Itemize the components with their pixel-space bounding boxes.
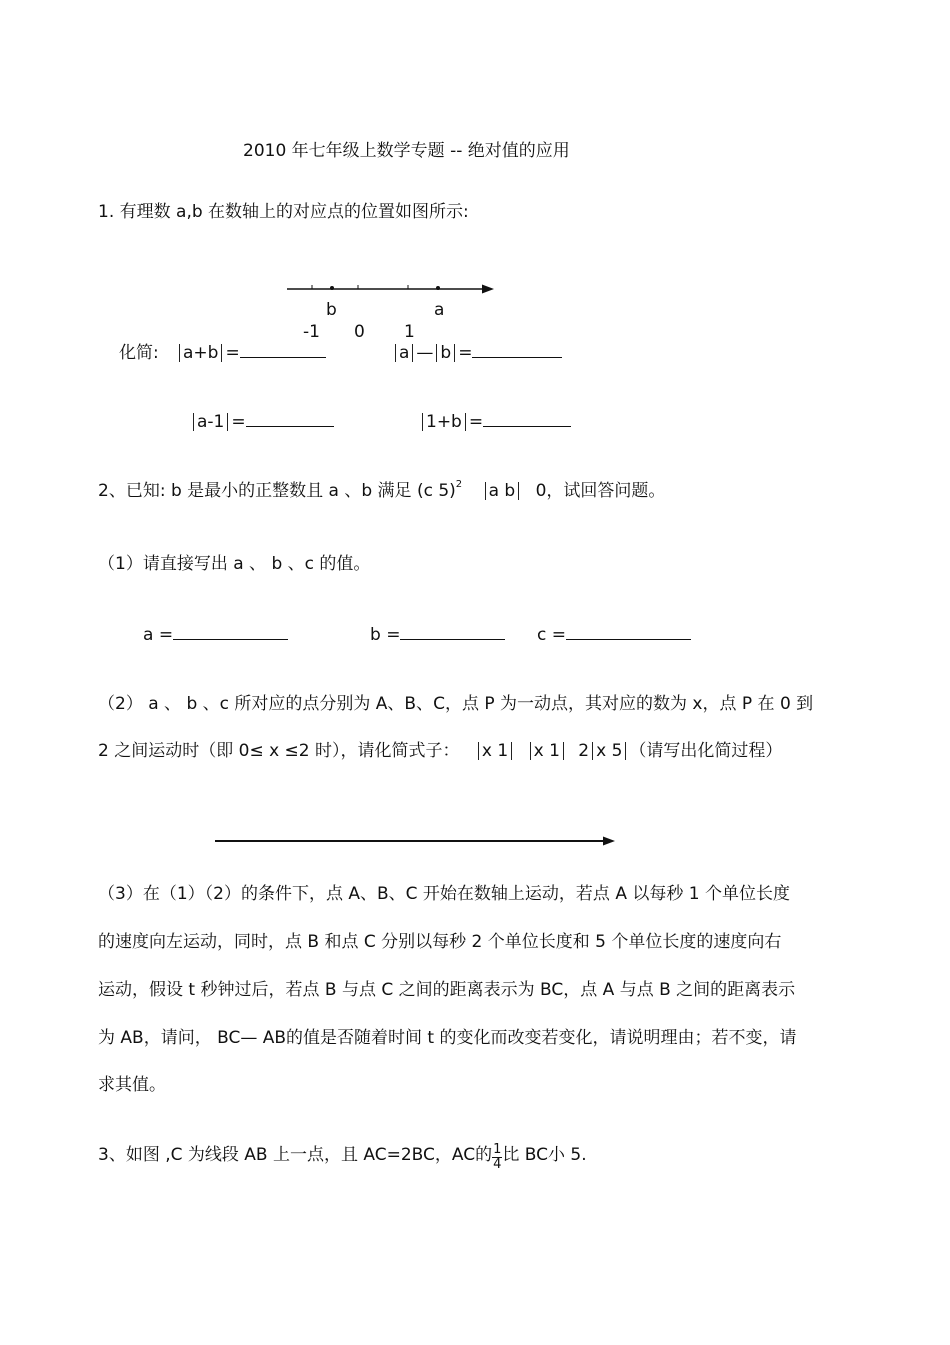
q2-part3-line: （3）在（1）（2）的条件下，点 A、B、C 开始在数轴上运动，若点 A 以每秒 1 个单位长度	[98, 884, 790, 904]
point-a-label: a	[434, 300, 445, 320]
expr-abs-a-minus-1: a-1 =	[190, 412, 334, 432]
number-line-2-arrow	[603, 837, 615, 846]
q2-part3-line: 求其值。	[98, 1075, 166, 1095]
q2-stem: 2、已知: b 是最小的正整数且 a 、b 满足 (c 5)$^2$ a b 0，试回答问题。	[98, 479, 666, 501]
expr-abs-a-minus-abs-b: a — b =	[392, 343, 562, 363]
q1-stem: 1. 有理数 a,b 在数轴上的对应点的位置如图所示:	[98, 202, 469, 222]
answer-c: c =	[537, 625, 691, 645]
fraction-one-quarter: $\frac{1}{4}$	[493, 1142, 502, 1172]
tick-label-0: 0	[354, 322, 365, 342]
tick-label-minus1: -1	[303, 322, 320, 342]
q2-part2-line1: （2） a 、 b 、c 所对应的点分别为 A、B、C，点 P 为一动点，其对应的数为 x，点 P 在 0 到	[98, 694, 814, 714]
answer-b: b =	[370, 625, 505, 645]
point-b-label: b	[326, 300, 337, 320]
q2-part3-line: 运动，假设 t 秒钟过后，若点 B 与点 C 之间的距离表示为 BC，点 A 与点 B 之间的距离表示	[98, 980, 796, 1000]
page-title: 2010 年七年级上数学专题 -- 绝对值的应用	[243, 141, 570, 161]
tick-label-1: 1	[404, 322, 415, 342]
q2-part3-line: 为 AB，请问， BC— AB的值是否随着时间 t 的变化而改变若变化，请说明理由；若不变，请	[98, 1028, 797, 1048]
q3-stem: 3、如图 ,C 为线段 AB 上一点，且 AC=2BC，AC的 $\frac{1}{4}$ 比 BC小 5.	[98, 1142, 587, 1172]
simplify-label: 化简:	[119, 343, 159, 363]
answer-a: a =	[143, 625, 288, 645]
expr-abs-1-plus-b: 1+b =	[419, 412, 571, 432]
expr-abs-a-plus-b: a+b =	[176, 343, 326, 363]
q2-part1: （1）请直接写出 a 、 b 、c 的值。	[98, 554, 371, 574]
q2-part3-line: 的速度向左运动，同时，点 B 和点 C 分别以每秒 2 个单位长度和 5 个单位长度的速度向右	[98, 932, 782, 952]
q2-part2-line2: 2 之间运动时（即 0≤ x ≤2 时），请化简式子： x 1 x 1 2 x 5 （请写出化简过程）	[98, 741, 783, 761]
